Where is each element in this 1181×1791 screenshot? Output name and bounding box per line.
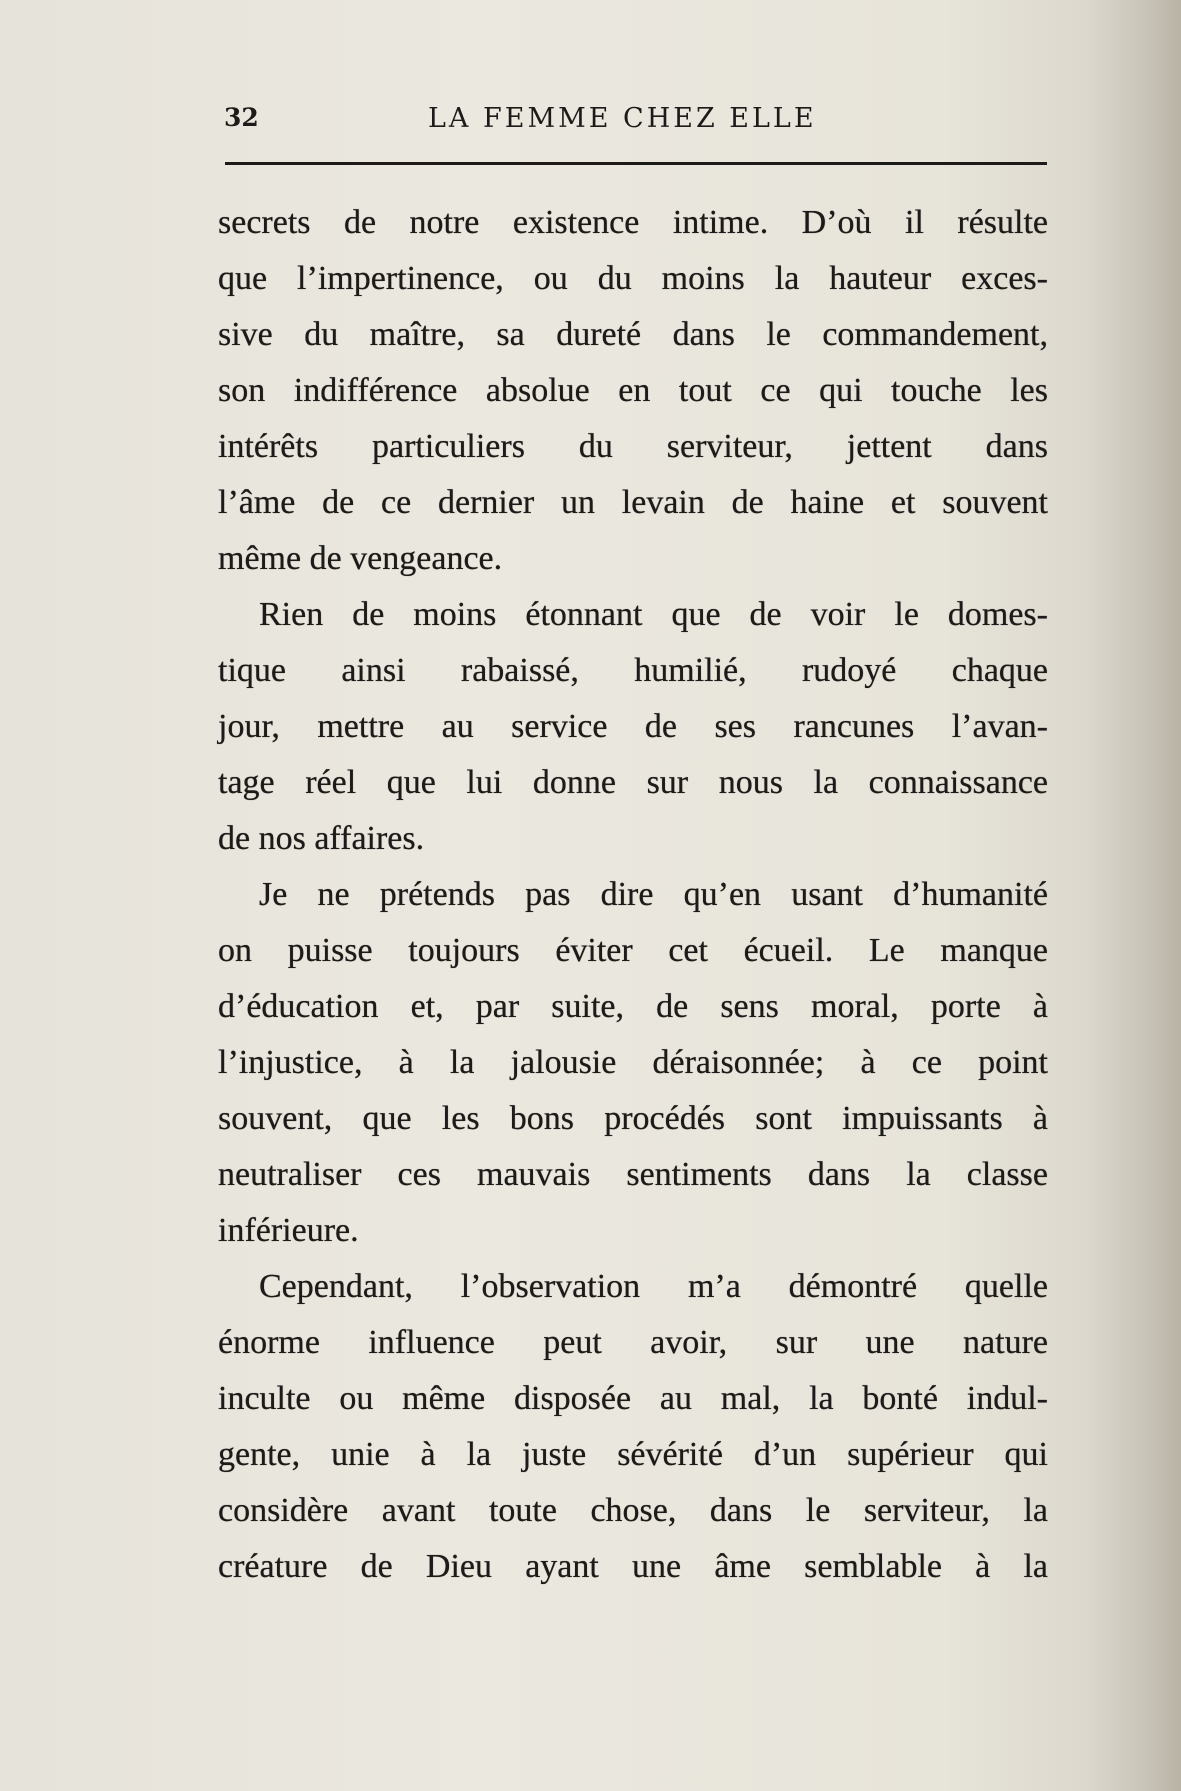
text-line: sive du maître, sa dureté dans le commandement, (218, 316, 1048, 353)
text-line: intérêts particuliers du serviteur, jettent dans (218, 428, 1048, 465)
text-line: neutraliser ces mauvais sentiments dans la classe (218, 1156, 1048, 1193)
text-line: de nos affaires. (218, 820, 425, 857)
text-line: inférieure. (218, 1212, 359, 1249)
text-line: même de vengeance. (218, 540, 503, 577)
text-line: jour, mettre au service de ses rancunes l’avan- (218, 708, 1048, 745)
text-line: Je ne prétends pas dire qu’en usant d’humanité (259, 876, 1048, 913)
text-line: inculte ou même disposée au mal, la bonté indul- (218, 1380, 1048, 1417)
text-line: secrets de notre existence intime. D’où il résulte (218, 204, 1048, 241)
text-line: son indifférence absolue en tout ce qui touche les (218, 372, 1048, 409)
body-text (218, 195, 1048, 1595)
text-line: que l’impertinence, ou du moins la hauteur exces- (218, 260, 1048, 297)
text-line: souvent, que les bons procédés sont impuissants à (218, 1100, 1048, 1137)
text-line: Cependant, l’observation m’a démontré quelle (259, 1268, 1048, 1305)
text-line: gente, unie à la juste sévérité d’un supérieur qui (218, 1436, 1048, 1473)
text-line: l’injustice, à la jalousie déraisonnée; à ce point (218, 1044, 1048, 1081)
text-line: Rien de moins étonnant que de voir le domes- (259, 596, 1048, 633)
text-line: tique ainsi rabaissé, humilié, rudoyé chaque (218, 652, 1048, 689)
page-number: 32 (224, 103, 259, 132)
text-line: d’éducation et, par suite, de sens moral, porte à (218, 988, 1048, 1025)
text-line: tage réel que lui donne sur nous la connaissance (218, 764, 1048, 801)
running-header (224, 103, 1046, 143)
text-line: énorme influence peut avoir, sur une nature (218, 1324, 1048, 1361)
text-line: créature de Dieu ayant une âme semblable à la (218, 1548, 1048, 1585)
text-line: on puisse toujours éviter cet écueil. Le manque (218, 932, 1048, 969)
header-rule (225, 162, 1047, 165)
text-line: considère avant toute chose, dans le serviteur, la (218, 1492, 1048, 1529)
text-line: l’âme de ce dernier un levain de haine et souvent (218, 484, 1048, 521)
running-title: LA FEMME CHEZ ELLE (428, 103, 817, 134)
